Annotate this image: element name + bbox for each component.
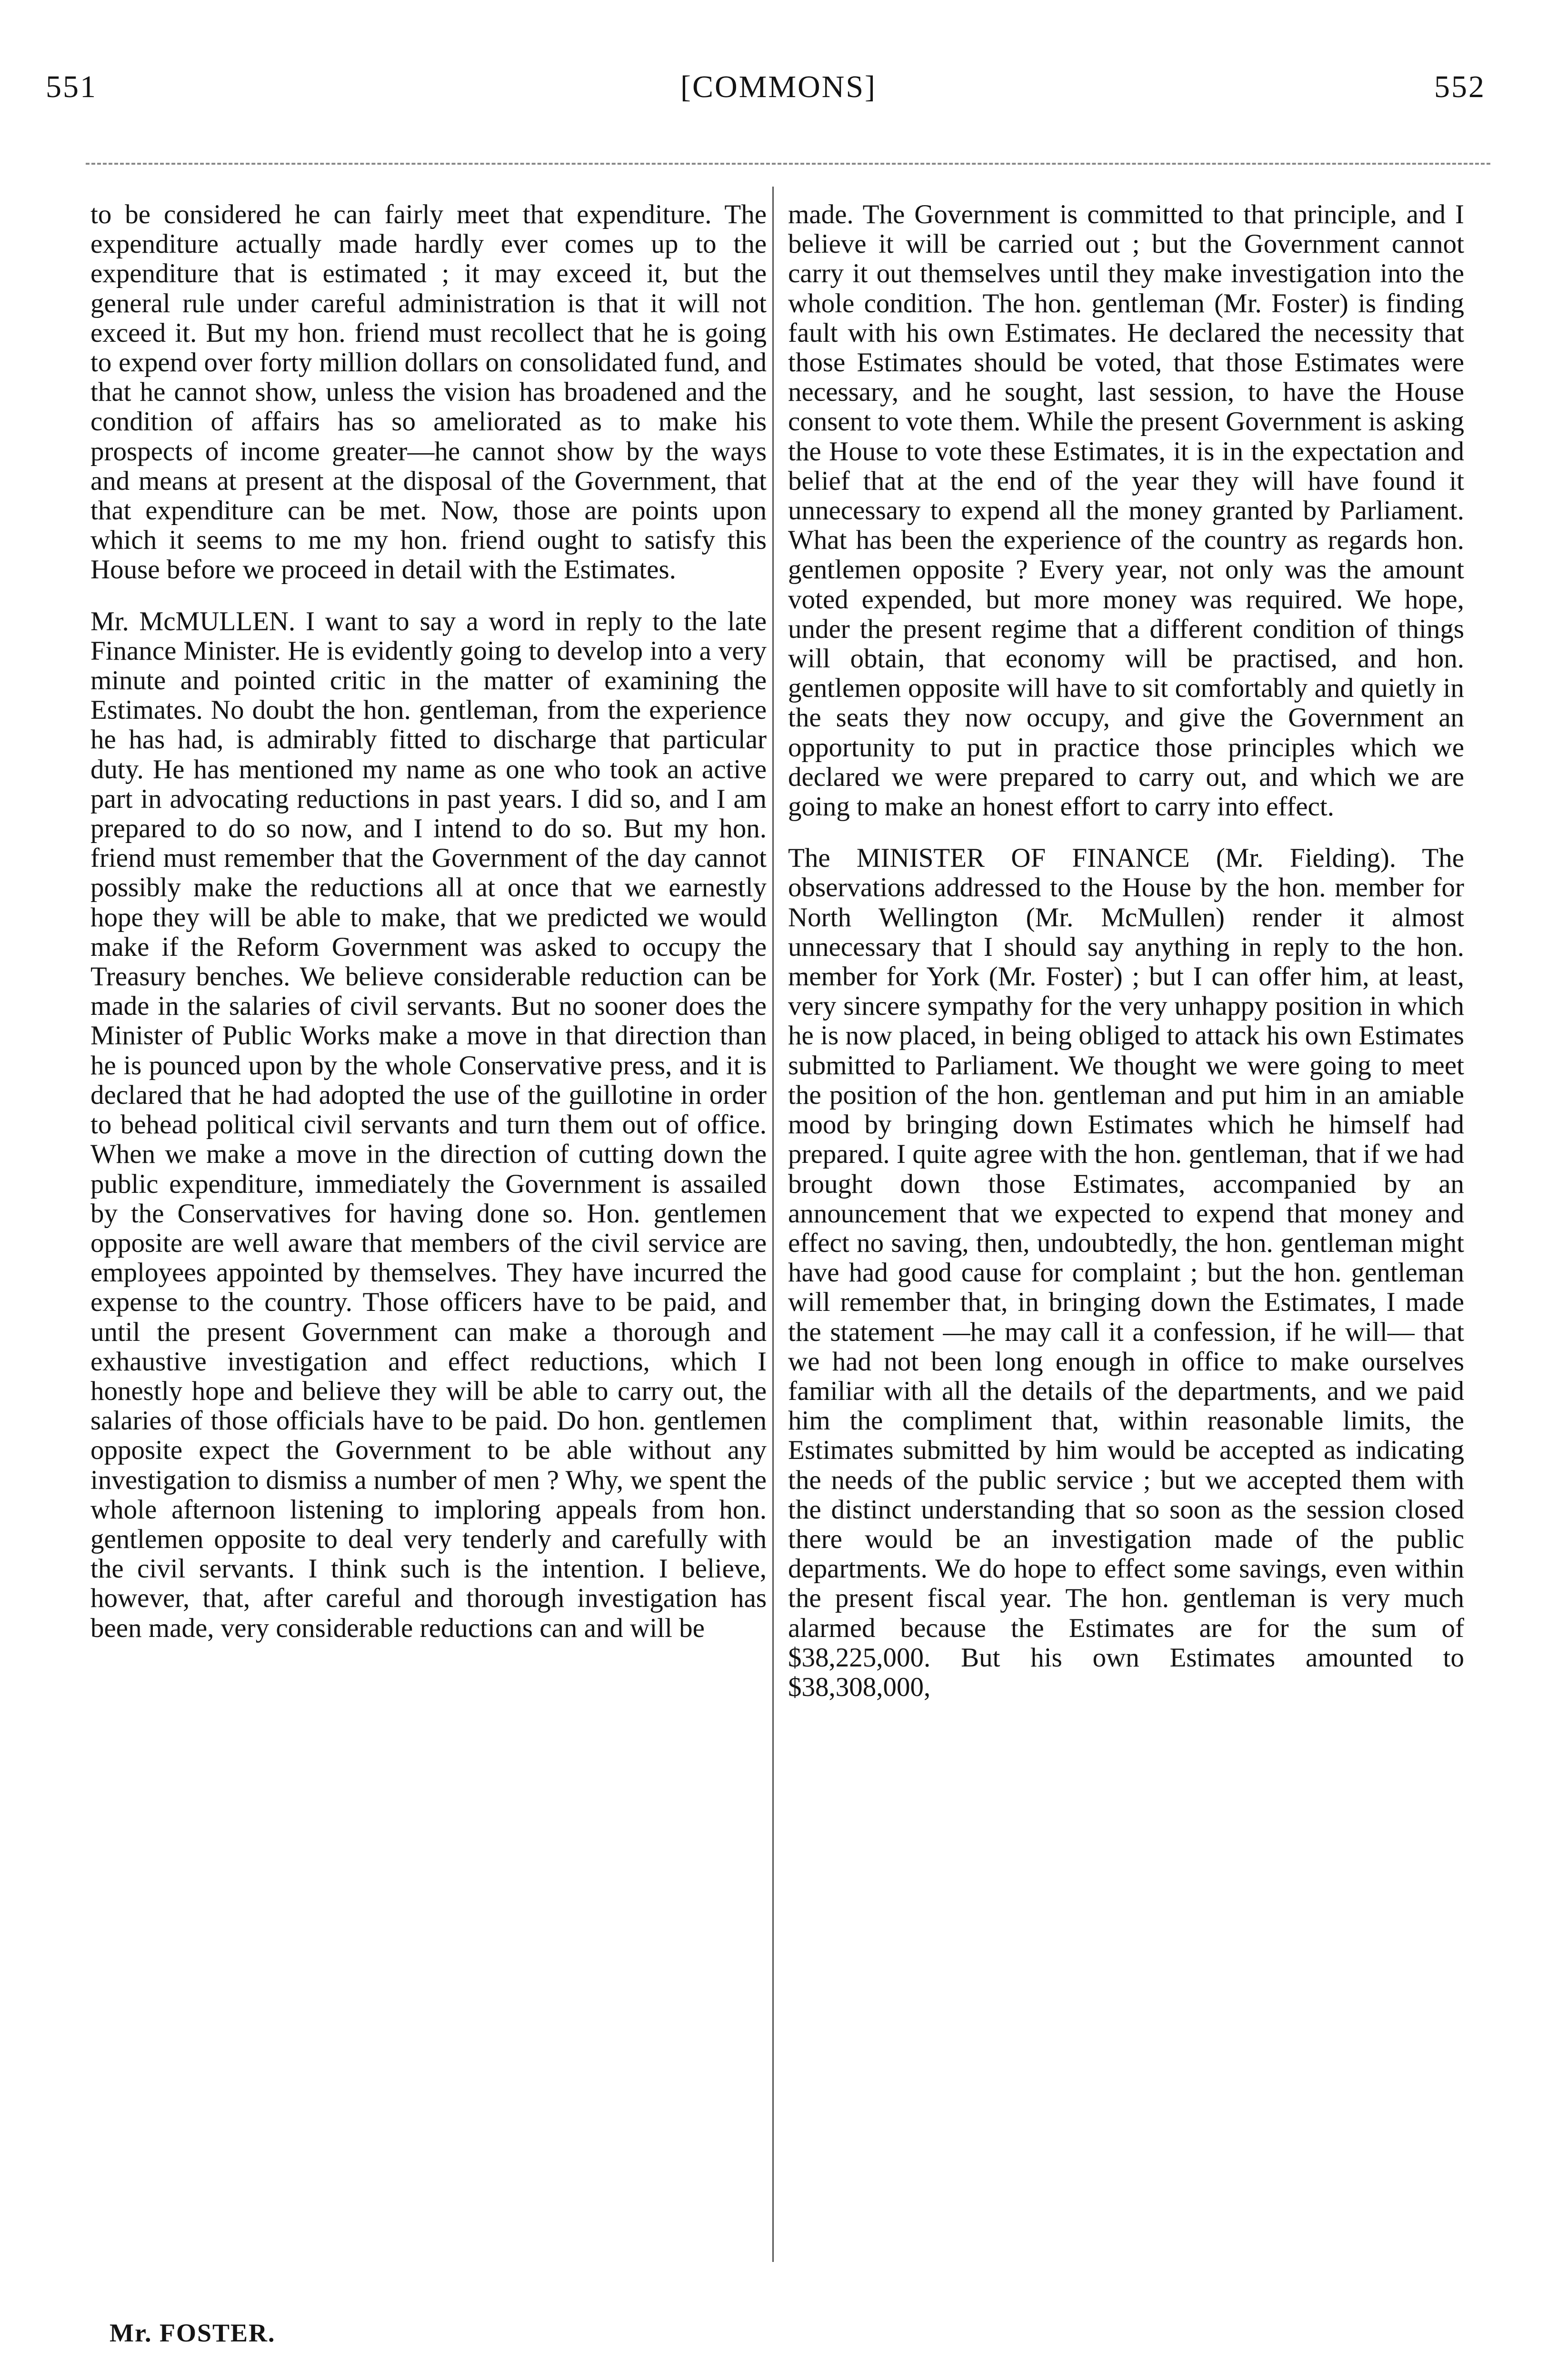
paragraph: The MINISTER OF FINANCE (Mr. Fielding). The observations addressed to the House by the hon. member for North Wellington (Mr. McMullen) render it almost unnecessary that I should say anything in reply to the hon. member for York (Mr. Foster) ; but I can offer him, at least, very sincere sympathy for the very unhappy position in which he is now placed, in being obliged to attack his own Estimates submitted to Parliament. We thought we were going to meet the position of the hon. gentleman and put him in an amiable mood by bringing down Estimates which he himself had prepared. I quite agree with the hon. gentleman, that if we had brought down those Estimates, accompanied by an announcement that we expected to expend that money and effect no saving, then, undoubtedly, the hon. gentleman might have had good cause for complaint ; but the hon. gentleman will remember that, in bringing down the Estimates, I made the statement —he may call it a confession, if he will— that we had not been long enough in office to make ourselves familiar with all the details of the departments, and we paid him the compliment that, within reasonable limits, the Estimates submitted by him would be accepted as indicating the needs of the public service ; but we accepted them with the distinct understanding that so soon as the session closed there would be an investigation made of the public departments. We do hope to effect some savings, even within the present fiscal year. The hon. gentleman is very much alarmed because the Estimates are for the sum of $38,225,000. But his own Estimates amounted to $38,308,000,	[788, 843, 1464, 1702]
paragraph: to be considered he can fairly meet that expenditure. The expenditure actually made hardly ever comes up to the expenditure that is estimated ; it may exceed it, but the general rule under careful administration is that it will not exceed it. But my hon. friend must recollect that he is going to expend over forty million dollars on consolidated fund, and that he cannot show, unless the vision has broadened and the condition of affairs has so ameliorated as to make his prospects of income greater—he cannot show by the ways and means at present at the disposal of the Government, that that expenditure can be met. Now, those are points upon which it seems to me my hon. friend ought to satisfy this House before we proceed in detail with the Estimates.	[90, 199, 767, 585]
footer-running-name: Mr. FOSTER.	[110, 2319, 276, 2347]
header-rule	[86, 163, 1490, 165]
column-divider	[772, 187, 774, 2262]
right-column	[788, 200, 1464, 1702]
paragraph: made. The Government is committed to that principle, and I believe it will be carried out ; but the Government cannot carry it out themselves until they make investigation into the whole condition. The hon. gentleman (Mr. Foster) is finding fault with his own Estimates. He declared the necessity that those Estimates should be voted, that those Estimates were necessary, and he sought, last session, to have the House consent to vote them. While the present Government is asking the House to vote these Estimates, it is in the expectation and belief that at the end of the year they will have found it unnecessary to expend all the money granted by Parliament. What has been the experience of the country as regards hon. gentlemen opposite ? Every year, not only was the amount voted expended, but more money was required. We hope, under the present regime that a different condition of things will obtain, that economy will be practised, and hon. gentlemen opposite will have to sit comfortably and quietly in the seats they now occupy, and give the Government an opportunity to put in practice those principles which we declared we were prepared to carry out, and which we are going to make an honest effort to carry into effect.	[788, 199, 1464, 822]
page-title: [COMMONS]	[680, 69, 877, 104]
right-page-number: 552	[1434, 69, 1486, 104]
left-column	[90, 200, 767, 1643]
left-page-number: 551	[46, 69, 97, 104]
paragraph: Mr. McMULLEN. I want to say a word in reply to the late Finance Minister. He is evidently going to develop into a very minute and pointed critic in the matter of examining the Estimates. No doubt the hon. gentleman, from the experience he has had, is admirably fitted to discharge that particular duty. He has mentioned my name as one who took an active part in advocating reductions in past years. I did so, and I am prepared to do so now, and I intend to do so. But my hon. friend must remember that the Government of the day cannot possibly make the reductions all at once that we earnestly hope they will be able to make, that we predicted we would make if the Reform Government was asked to occupy the Treasury benches. We believe considerable reduction can be made in the salaries of civil servants. But no sooner does the Minister of Public Works make a move in that direction than he is pounced upon by the whole Conservative press, and it is declared that he had adopted the use of the guillotine in order to behead political civil servants and turn them out of office. When we make a move in the direction of cutting down the public expenditure, immediately the Government is assailed by the Conservatives for having done so. Hon. gentlemen opposite are well aware that members of the civil service are employees appointed by themselves. They have incurred the expense to the country. Those officers have to be paid, and until the present Government can make a thorough and exhaustive investigation and effect reductions, which I honestly hope and believe they will be able to carry out, the salaries of those officials have to be paid. Do hon. gentlemen opposite expect the Government to be able without any investigation to dismiss a number of men ? Why, we spent the whole afternoon listening to imploring appeals from hon. gentlemen opposite to deal very tenderly and carefully with the civil servants. I think such is the intention. I believe, however, that, after careful and thorough investigation has been made, very considerable reductions can and will be	[90, 606, 767, 1643]
